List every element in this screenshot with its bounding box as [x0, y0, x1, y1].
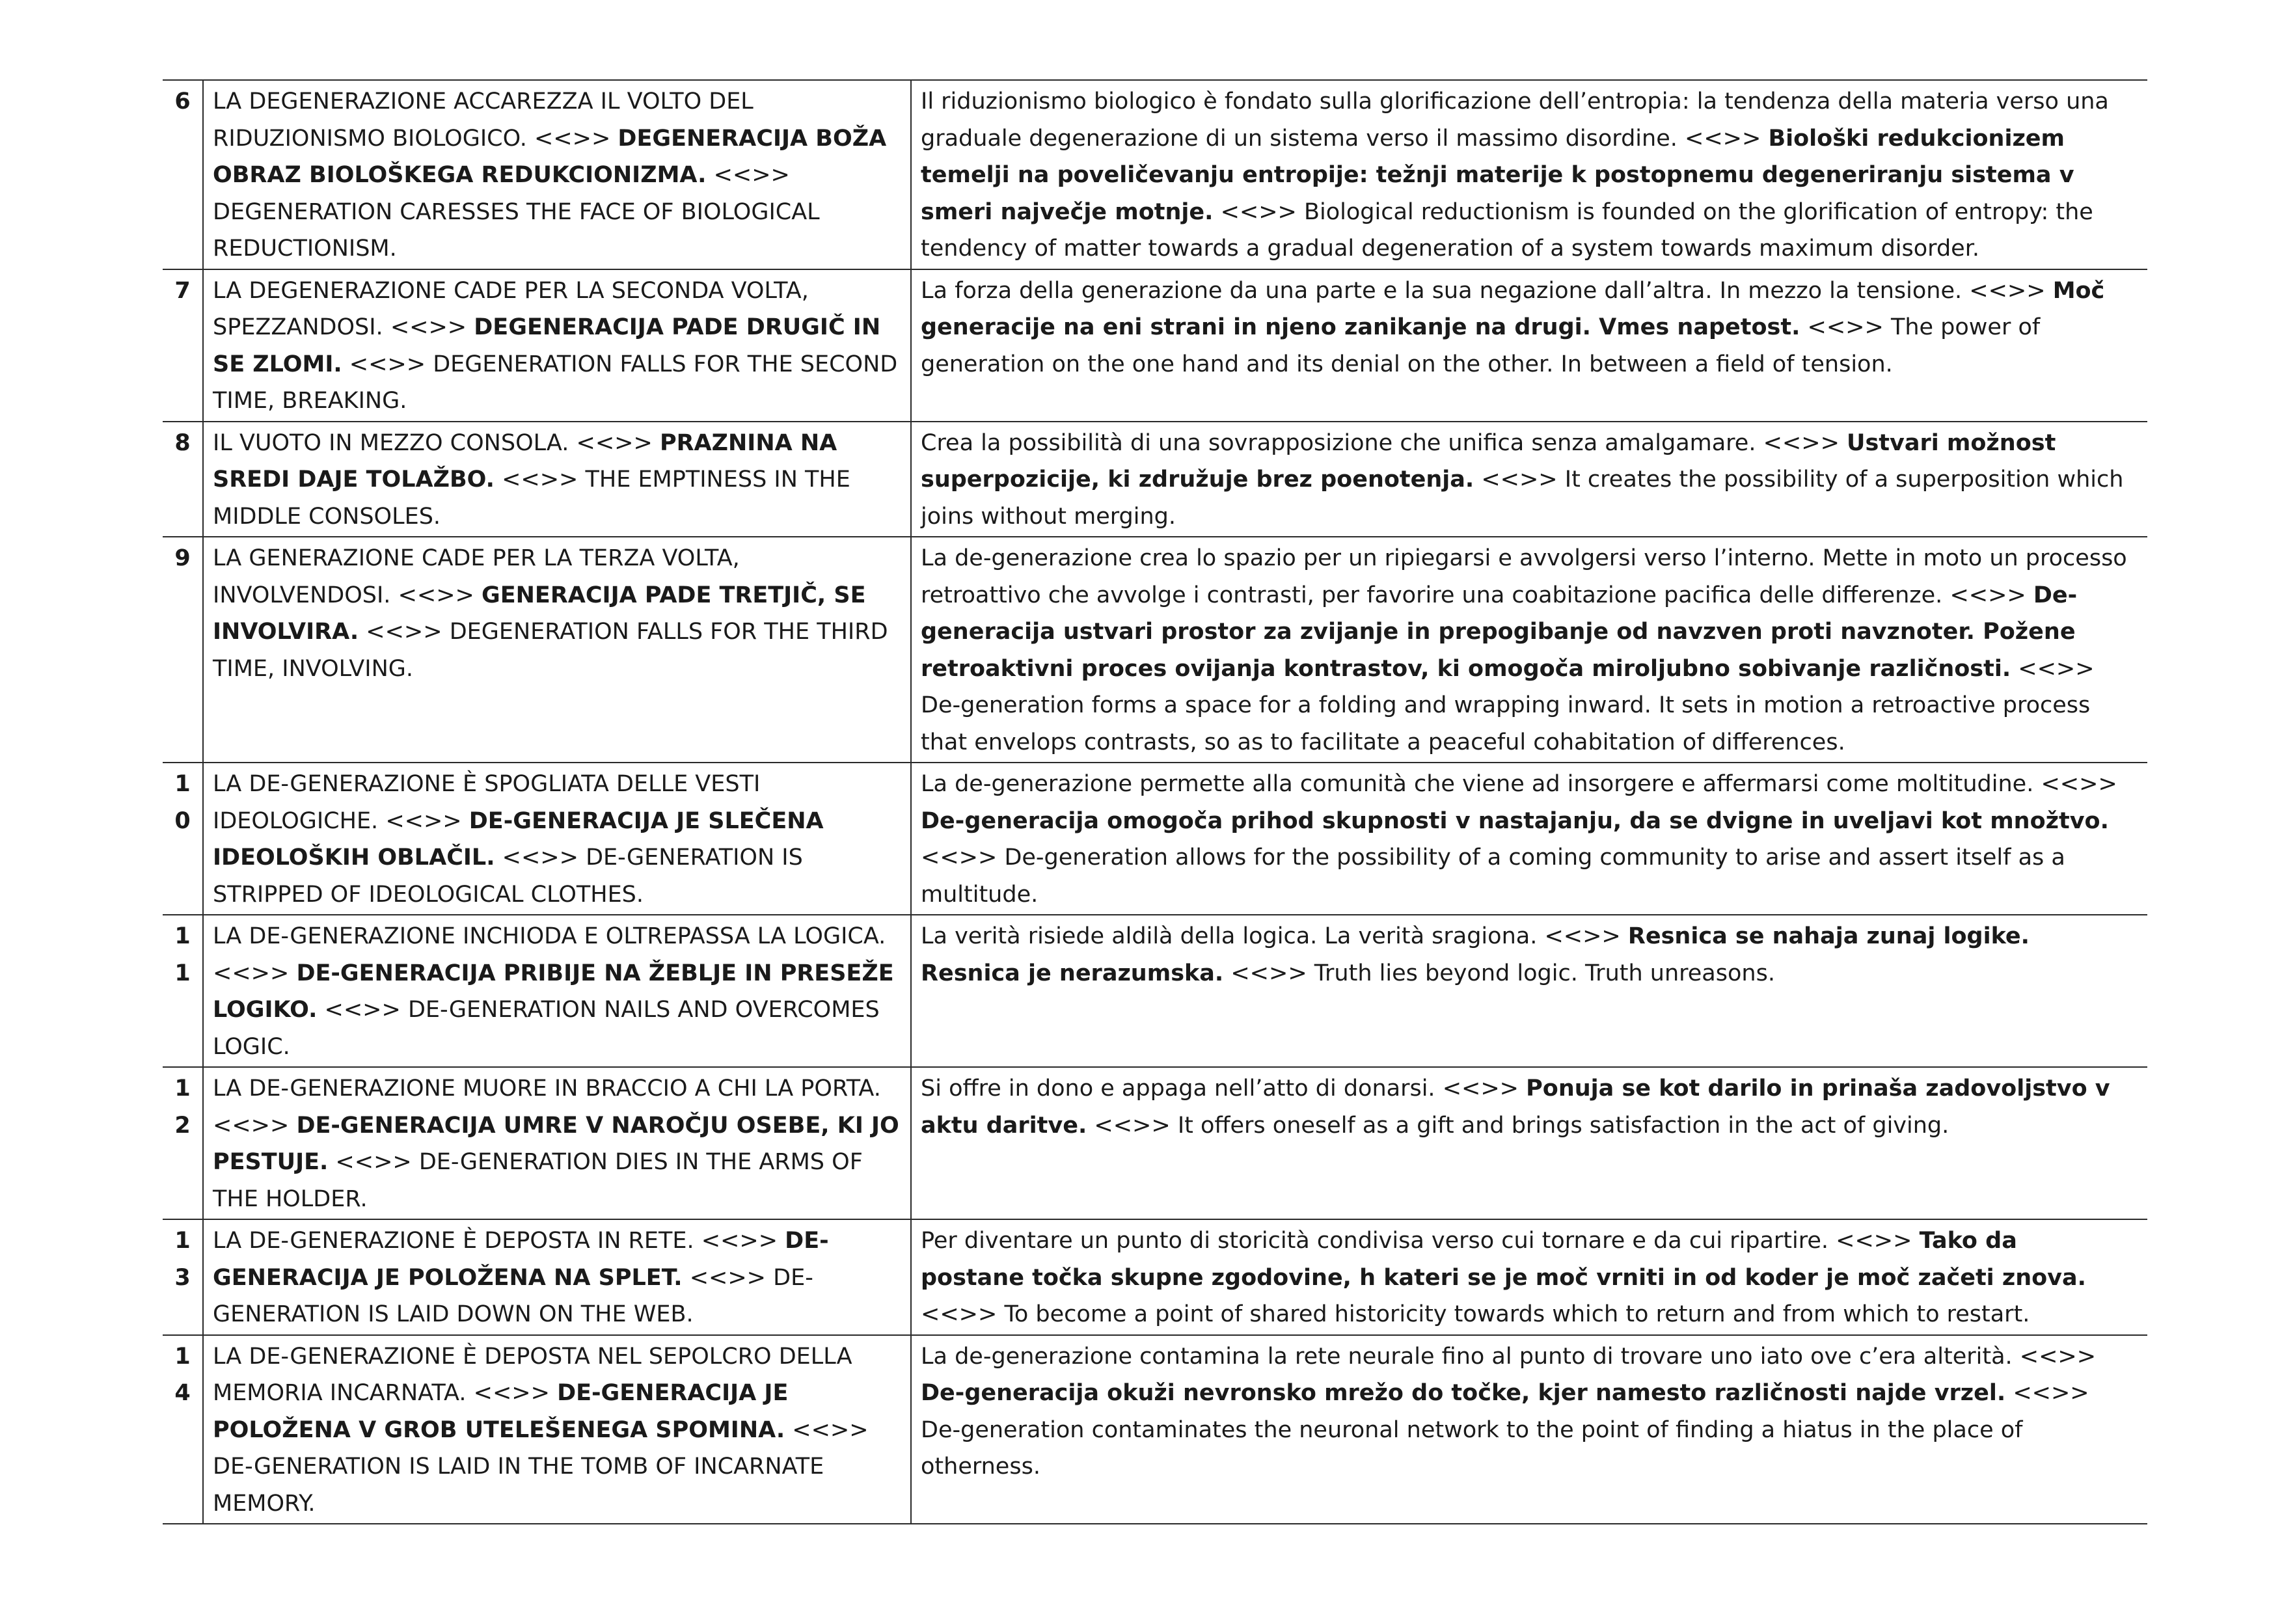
text-italian: La de-generazione contamina la rete neurale fino al punto di trovare uno iato ove c’era alterità. — [921, 1343, 2013, 1370]
row-number: 9 — [163, 537, 203, 763]
text-slovenian: De-generacija ustvari prostor za zvijanje in prepogibanje od navzven proti navznoter. Požene retroaktivni proces ovijanja kontrastov, ki omogoča miroljubno sobivanje različnosti. — [921, 582, 2078, 682]
table-row — [163, 537, 2147, 763]
table-row — [163, 80, 2147, 269]
row-title: LA DE-GENERAZIONE MUORE IN BRACCIO A CHI LA PORTA. <<>> DE-GENERACIJA UMRE V NAROČJU OSEBE, KI JO PESTUJE. <<>> DE-GENERATION DIES IN THE ARMS OF THE HOLDER. — [203, 1067, 911, 1219]
row-number: 12 — [163, 1067, 203, 1219]
text-english: It offers oneself as a gift and brings satisfaction in the act of giving. — [1177, 1112, 1949, 1139]
text-english: Truth lies beyond logic. Truth unreasons. — [1314, 960, 1775, 986]
title-slovenian: DE-GENERACIJA JE SLEČENA IDEOLOŠKIH OBLAČIL. — [213, 807, 824, 871]
text-italian: La forza della generazione da una parte e la sua negazione dall’altra. In mezzo la tensione. — [921, 277, 1963, 304]
row-title: LA DE-GENERAZIONE È DEPOSTA IN RETE. <<>> DE-GENERACIJA JE POLOŽENA NA SPLET. <<>> DE-GENERATION IS LAID DOWN ON THE WEB. — [203, 1219, 911, 1335]
text-slovenian: Ponuja se kot darilo in prinaša zadovoljstvo v aktu daritve. — [921, 1076, 2110, 1139]
text-italian: Il riduzionismo biologico è fondato sulla glorificazione dell’entropia: la tendenza della materia verso una graduale degenerazione di un sistema verso il massimo disordine. — [921, 88, 2109, 152]
table-row — [163, 763, 2147, 915]
manifesto-table — [163, 79, 2147, 1524]
row-number: 6 — [163, 80, 203, 269]
text-english: To become a point of shared historicity towards which to return and from which to restart. — [1004, 1301, 2030, 1327]
row-number: 13 — [163, 1219, 203, 1335]
row-text: La verità risiede aldilà della logica. La verità sragiona. <<>> Resnica se nahaja zunaj logike. Resnica je nerazumska. <<>> Truth lies beyond logic. Truth unreasons. — [911, 915, 2147, 1067]
row-text: Crea la possibilità di una sovrapposizione che unifica senza amalgamare. <<>> Ustvari možnost superpozicije, ki združuje brez poenotenja. <<>> It creates the possibility of a superposition which joins without merging. — [911, 422, 2147, 537]
table-row — [163, 915, 2147, 1067]
title-english: DE-GENERATION DIES IN THE ARMS OF THE HOLDER. — [213, 1149, 863, 1212]
table-row — [163, 1219, 2147, 1335]
row-number: 8 — [163, 422, 203, 537]
text-italian: La de-generazione permette alla comunità che viene ad insorgere e affermarsi come moltitudine. — [921, 771, 2034, 797]
row-number: 7 — [163, 269, 203, 422]
title-slovenian: DEGENERACIJA PADE DRUGIČ IN SE ZLOMI. — [213, 314, 881, 377]
title-slovenian: PRAZNINA NA SREDI DAJE TOLAŽBO. — [213, 429, 837, 493]
title-english: DE-GENERATION NAILS AND OVERCOMES LOGIC. — [213, 997, 880, 1060]
title-slovenian: DEGENERACIJA BOŽA OBRAZ BIOLOŠKEGA REDUKCIONIZMA. — [213, 125, 887, 188]
title-italian: LA DEGENERAZIONE CADE PER LA SECONDA VOLTA, SPEZZANDOSI. — [213, 277, 809, 340]
text-slovenian: Ustvari možnost superpozicije, ki združuje brez poenotenja. — [921, 429, 2056, 493]
text-slovenian: Biološki redukcionizem temelji na poveličevanju entropije: težnji materije k postopnemu degeneriranju sistema v smeri največje motnje. — [921, 125, 2074, 225]
text-italian: La de-generazione crea lo spazio per un ripiegarsi e avvolgersi verso l’interno. Mette in moto un processo retroattivo che avvolge i contrasti, per favorire una coabitazione pacifica delle differenze. — [921, 545, 2127, 608]
row-title: IL VUOTO IN MEZZO CONSOLA. <<>> PRAZNINA NA SREDI DAJE TOLAŽBO. <<>> THE EMPTINESS IN THE MIDDLE CONSOLES. — [203, 422, 911, 537]
title-italian: LA DEGENERAZIONE ACCAREZZA IL VOLTO DEL RIDUZIONISMO BIOLOGICO. — [213, 88, 754, 152]
row-title: LA DE-GENERAZIONE INCHIODA E OLTREPASSA LA LOGICA. <<>> DE-GENERACIJA PRIBIJE NA ŽEBLJE IN PRESEŽE LOGIKO. <<>> DE-GENERATION NAILS AND OVERCOMES LOGIC. — [203, 915, 911, 1067]
row-number: 14 — [163, 1335, 203, 1524]
row-number: 11 — [163, 915, 203, 1067]
text-english: Biological reductionism is founded on the glorification of entropy: the tendency of matter towards a gradual degeneration of a system towards maximum disorder. — [921, 198, 2093, 262]
text-english: De-generation forms a space for a folding and wrapping inward. It sets in motion a retroactive process that envelops contrasts, so as to facilitate a peaceful cohabitation of differences. — [921, 692, 2091, 755]
text-slovenian: De-generacija okuži nevronsko mrežo do točke, kjer namesto različnosti najde vrzel. — [921, 1380, 2006, 1406]
row-title: LA DE-GENERAZIONE È DEPOSTA NEL SEPOLCRO DELLA MEMORIA INCARNATA. <<>> DE-GENERACIJA JE POLOŽENA V GROB UTELEŠENEGA SPOMINA. <<>> DE-GENERATION IS LAID IN THE TOMB OF INCARNATE MEMORY. — [203, 1335, 911, 1524]
title-slovenian: DE-GENERACIJA JE POLOŽENA NA SPLET. — [213, 1228, 829, 1291]
title-english: DE-GENERATION IS LAID IN THE TOMB OF INCARNATE MEMORY. — [213, 1454, 824, 1517]
text-slovenian: Moč generacije na eni strani in njeno zanikanje na drugi. Vmes napetost. — [921, 277, 2105, 340]
text-italian: La verità risiede aldilà della logica. La verità sragiona. — [921, 923, 1538, 949]
row-title: LA GENERAZIONE CADE PER LA TERZA VOLTA, INVOLVENDOSI. <<>> GENERACIJA PADE TRETJIČ, SE INVOLVIRA. <<>> DEGENERATION FALLS FOR THE THIRD TIME, INVOLVING. — [203, 537, 911, 763]
text-italian: Per diventare un punto di storicità condivisa verso cui tornare e da cui ripartire. — [921, 1228, 1829, 1254]
title-english: DE-GENERATION IS LAID DOWN ON THE WEB. — [213, 1264, 813, 1327]
table-row — [163, 1067, 2147, 1219]
title-english: DE-GENERATION IS STRIPPED OF IDEOLOGICAL CLOTHES. — [213, 845, 803, 908]
title-slovenian: DE-GENERACIJA JE POLOŽENA V GROB UTELEŠENEGA SPOMINA. — [213, 1380, 789, 1443]
row-text: Il riduzionismo biologico è fondato sulla glorificazione dell’entropia: la tendenza della materia verso una graduale degenerazione di un sistema verso il massimo disordine. <<>> Biološki redukcionizem temelji na poveličevanju entropije: težnji materije k postopnemu degeneriranju sistema v smeri največje motnje. <<>> Biological reductionism is founded on the glorification of entropy: the tendency of matter towards a gradual degeneration of a system towards maximum disorder. — [911, 80, 2147, 269]
title-italian: LA DE-GENERAZIONE INCHIODA E OLTREPASSA LA LOGICA. — [213, 923, 886, 949]
row-text: La de-generazione permette alla comunità che viene ad insorgere e affermarsi come moltitudine. <<>> De-generacija omogoča prihod skupnosti v nastajanju, da se dvigne in uveljavi kot množtvo. <<>> De-generation allows for the possibility of a coming community to arise and assert itself as a multitude. — [911, 763, 2147, 915]
text-english: De-generation contaminates the neuronal network to the point of finding a hiatus in the place of otherness. — [921, 1416, 2023, 1480]
title-slovenian: DE-GENERACIJA PRIBIJE NA ŽEBLJE IN PRESEŽE LOGIKO. — [213, 960, 894, 1023]
text-italian: Crea la possibilità di una sovrapposizione che unifica senza amalgamare. — [921, 429, 1756, 456]
title-italian: LA DE-GENERAZIONE MUORE IN BRACCIO A CHI LA PORTA. — [213, 1076, 881, 1102]
title-english: DEGENERATION FALLS FOR THE SECOND TIME, BREAKING. — [213, 351, 898, 414]
text-english: De-generation allows for the possibility of a coming community to arise and assert itself as a multitude. — [921, 845, 2065, 908]
title-italian: LA DE-GENERAZIONE È DEPOSTA NEL SEPOLCRO DELLA MEMORIA INCARNATA. — [213, 1343, 852, 1406]
row-title: LA DEGENERAZIONE CADE PER LA SECONDA VOLTA, SPEZZANDOSI. <<>> DEGENERACIJA PADE DRUGIČ IN SE ZLOMI. <<>> DEGENERATION FALLS FOR THE SECOND TIME, BREAKING. — [203, 269, 911, 422]
text-english: The power of generation on the one hand and its denial on the other. In between a field of tension. — [921, 314, 2041, 377]
row-text: La de-generazione crea lo spazio per un ripiegarsi e avvolgersi verso l’interno. Mette in moto un processo retroattivo che avvolge i contrasti, per favorire una coabitazione pacifica delle differenze. <<>> De-generacija ustvari prostor za zvijanje in prepogibanje od navzven proti navznoter. Požene retroaktivni proces ovijanja kontrastov, ki omogoča miroljubno sobivanje različnosti. <<>> De-generation forms a space for a folding and wrapping inward. It sets in motion a retroactive process that envelops contrasts, so as to facilitate a peaceful cohabitation of differences. — [911, 537, 2147, 763]
row-number: 10 — [163, 763, 203, 915]
title-english: DEGENERATION FALLS FOR THE THIRD TIME, INVOLVING. — [213, 619, 888, 682]
title-italian: IL VUOTO IN MEZZO CONSOLA. — [213, 429, 569, 456]
table-row — [163, 422, 2147, 537]
title-italian: LA DE-GENERAZIONE È SPOGLIATA DELLE VESTI IDEOLOGICHE. — [213, 771, 761, 834]
title-italian: LA GENERAZIONE CADE PER LA TERZA VOLTA, INVOLVENDOSI. — [213, 545, 740, 608]
row-text: La de-generazione contamina la rete neurale fino al punto di trovare uno iato ove c’era alterità. <<>> De-generacija okuži nevronsko mrežo do točke, kjer namesto različnosti najde vrzel. <<>> De-generation contaminates the neuronal network to the point of finding a hiatus in the place of otherness. — [911, 1335, 2147, 1524]
text-slovenian: Tako da postane točka skupne zgodovine, h kateri se je moč vrniti in od koder je moč začeti znova. — [921, 1228, 2086, 1291]
title-slovenian: DE-GENERACIJA UMRE V NAROČJU OSEBE, KI JO PESTUJE. — [213, 1112, 899, 1175]
row-title: LA DE-GENERAZIONE È SPOGLIATA DELLE VESTI IDEOLOGICHE. <<>> DE-GENERACIJA JE SLEČENA IDEOLOŠKIH OBLAČIL. <<>> DE-GENERATION IS STRIPPED OF IDEOLOGICAL CLOTHES. — [203, 763, 911, 915]
row-text: La forza della generazione da una parte e la sua negazione dall’altra. In mezzo la tensione. <<>> Moč generacije na eni strani in njeno zanikanje na drugi. Vmes napetost. <<>> The power of generation on the one hand and its denial on the other. In between a field of tension. — [911, 269, 2147, 422]
text-slovenian: De-generacija omogoča prihod skupnosti v nastajanju, da se dvigne in uveljavi kot množtvo. — [921, 807, 2109, 834]
row-text: Per diventare un punto di storicità condivisa verso cui tornare e da cui ripartire. <<>> Tako da postane točka skupne zgodovine, h kateri se je moč vrniti in od koder je moč začeti znova. <<>> To become a point of shared historicity towards which to return and from which to restart. — [911, 1219, 2147, 1335]
row-text: Si offre in dono e appaga nell’atto di donarsi. <<>> Ponuja se kot darilo in prinaša zadovoljstvo v aktu daritve. <<>> It offers oneself as a gift and brings satisfaction in the act of giving. — [911, 1067, 2147, 1219]
row-title: LA DEGENERAZIONE ACCAREZZA IL VOLTO DEL RIDUZIONISMO BIOLOGICO. <<>> DEGENERACIJA BOŽA OBRAZ BIOLOŠKEGA REDUKCIONIZMA. <<>> DEGENERATION CARESSES THE FACE OF BIOLOGICAL REDUCTIONISM. — [203, 80, 911, 269]
text-english: It creates the possibility of a superposition which joins without merging. — [921, 467, 2124, 530]
title-english: DEGENERATION CARESSES THE FACE OF BIOLOGICAL REDUCTIONISM. — [213, 198, 820, 262]
title-english: THE EMPTINESS IN THE MIDDLE CONSOLES. — [213, 467, 850, 530]
table-row — [163, 269, 2147, 422]
text-slovenian: Resnica se nahaja zunaj logike. Resnica je nerazumska. — [921, 923, 2030, 986]
title-slovenian: GENERACIJA PADE TRETJIČ, SE INVOLVIRA. — [213, 582, 866, 645]
table-row — [163, 1335, 2147, 1524]
text-italian: Si offre in dono e appaga nell’atto di donarsi. — [921, 1076, 1435, 1102]
title-italian: LA DE-GENERAZIONE È DEPOSTA IN RETE. — [213, 1228, 694, 1254]
